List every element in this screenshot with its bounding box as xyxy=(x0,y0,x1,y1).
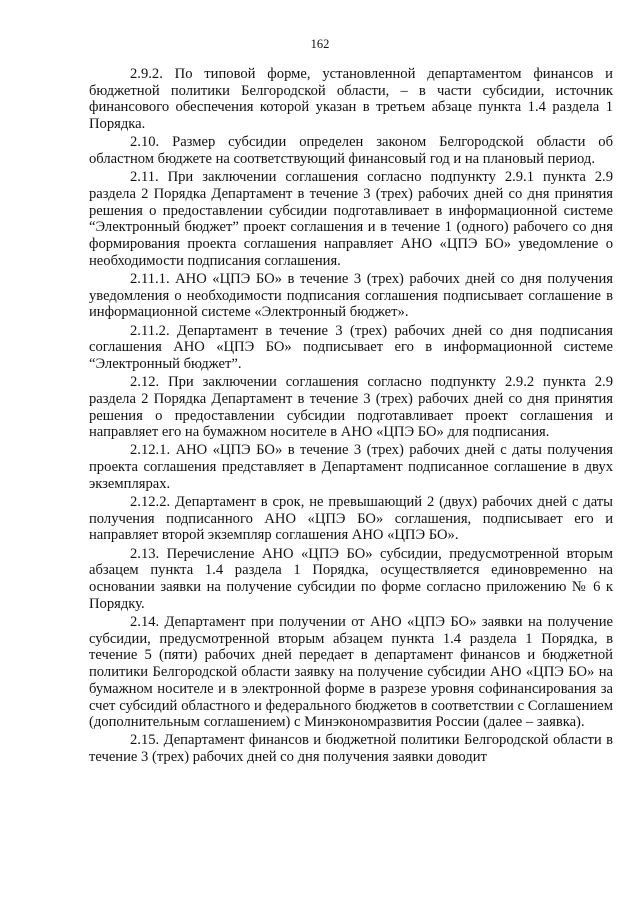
paragraph-2-11: 2.11. При заключении соглашения согласно подпункту 2.9.1 пункта 2.9 раздела 2 Порядка Департамент в течение 3 (трех) рабочих дней со дня принятия решения о предоставлении субсидии подготавливает в информационной системе “Электронный бюджет” проект соглашения и в течение 1 (одного) рабочего со дня формирования проекта соглашения направляет АНО «ЦПЭ БО» уведомление о необходимости подписания соглашения. xyxy=(89,169,613,269)
paragraph-2-14: 2.14. Департамент при получении от АНО «ЦПЭ БО» заявки на получение субсидии, предусмотренной вторым абзацем пункта 1.4 раздела 1 Порядка, в течение 5 (пяти) рабочих дней передает в департамент финансов и бюджетной политики Белгородской области заявку на получение субсидии АНО «ЦПЭ БО» на бумажном носителе и в электронной форме в разрезе уровня софинансирования за счет субсидий областного и федерального бюджетов в соответствии с Соглашением (дополнительным соглашением) с Минэкономразвития России (далее – заявка). xyxy=(89,614,613,731)
paragraph-2-12-2: 2.12.2. Департамент в срок, не превышающий 2 (двух) рабочих дней с даты получения подписанного АНО «ЦПЭ БО» соглашения, подписывает его и направляет второй экземпляр соглашения АНО «ЦПЭ БО». xyxy=(89,494,613,544)
paragraph-2-11-1: 2.11.1. АНО «ЦПЭ БО» в течение 3 (трех) рабочих дней со дня получения уведомления о необходимости подписания соглашения подписывает соглашение в информационной системе «Электронный бюджет». xyxy=(89,270,613,321)
paragraph-2-11-2: 2.11.2. Департамент в течение 3 (трех) рабочих дней со дня подписания соглашения АНО «ЦПЭ БО» подписывает его в информационной системе “Электронный бюджет”. xyxy=(89,322,613,372)
page-number: 162 xyxy=(310,37,330,51)
paragraph-2-12-1: 2.12.1. АНО «ЦПЭ БО» в течение 3 (трех) рабочих дней с даты получения проекта соглашения представляет в Департамент подписанное соглашение в двух экземплярах. xyxy=(89,442,613,492)
paragraph-2-12: 2.12. При заключении соглашения согласно подпункту 2.9.2 пункта 2.9 раздела 2 Порядка Департамент в течение 3 (трех) рабочих дней со дня принятия решения о предоставлении субсидии подготавливает проект соглашения и направляет его на бумажном носителе в АНО «ЦПЭ БО» для подписания. xyxy=(89,374,613,441)
document-body xyxy=(89,66,613,767)
paragraph-2-15: 2.15. Департамент финансов и бюджетной политики Белгородской области в течение 3 (трех) рабочих дней со дня получения заявки доводит xyxy=(89,732,613,766)
paragraph-2-9-2: 2.9.2. По типовой форме, установленной департаментом финансов и бюджетной политики Белгородской области, – в части субсидии, источник финансового обеспечения которой указан в третьем абзаце пункта 1.4 раздела 1 Порядка. xyxy=(89,66,613,133)
paragraph-2-10: 2.10. Размер субсидии определен законом Белгородской области об областном бюджете на соответствующий финансовый год и на плановый период. xyxy=(89,134,613,168)
paragraph-2-13: 2.13. Перечисление АНО «ЦПЭ БО» субсидии, предусмотренной вторым абзацем пункта 1.4 раздела 1 Порядка, осуществляется единовременно на основании заявки на получение субсидии по форме согласно приложению № 6 к Порядку. xyxy=(89,545,613,612)
